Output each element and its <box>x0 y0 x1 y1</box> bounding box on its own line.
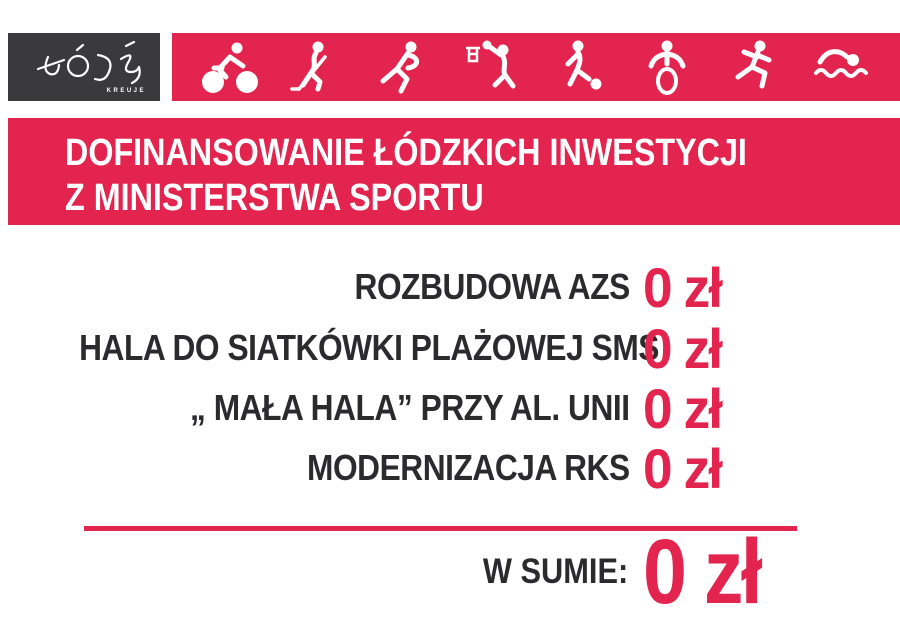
total-label: W SUMIE: <box>482 552 628 591</box>
basketball-icon <box>462 39 522 95</box>
speed-skating-icon <box>375 39 435 95</box>
lodz-logo-subtitle: KREUJE <box>106 88 146 94</box>
ice-hockey-icon <box>287 39 347 95</box>
running-icon <box>725 39 785 95</box>
sport-icon-bar <box>172 33 900 101</box>
mountain-bike-icon <box>637 39 697 95</box>
funding-row-label: MODERNIZACJA RKS <box>307 447 630 488</box>
swimming-icon <box>812 39 872 95</box>
funding-row-value: 0 zł <box>643 316 722 380</box>
soccer-icon <box>550 39 610 95</box>
road-cycling-icon <box>200 39 260 95</box>
funding-row-value: 0 zł <box>643 376 722 440</box>
funding-row-value: 0 zł <box>643 436 722 500</box>
funding-row-label: „ MAŁA HALA” PRZY AL. UNII <box>190 387 630 428</box>
page-title-line1: DOFINANSOWANIE ŁÓDZKICH INWESTYCJI <box>65 132 747 174</box>
total-value: 0 zł <box>643 520 761 623</box>
funding-row-label: HALA DO SIATKÓWKI PLAŻOWEJ SMS <box>79 327 659 368</box>
total-row <box>0 520 900 623</box>
page-title-line2: Z MINISTERSTWA SPORTU <box>65 177 484 219</box>
funding-row-label: ROZBUDOWA AZS <box>354 266 630 307</box>
funding-row <box>0 252 900 322</box>
lodz-logo-box <box>8 33 160 101</box>
title-banner <box>8 118 900 225</box>
funding-row <box>0 433 900 503</box>
funding-row-value: 0 zł <box>643 255 722 319</box>
